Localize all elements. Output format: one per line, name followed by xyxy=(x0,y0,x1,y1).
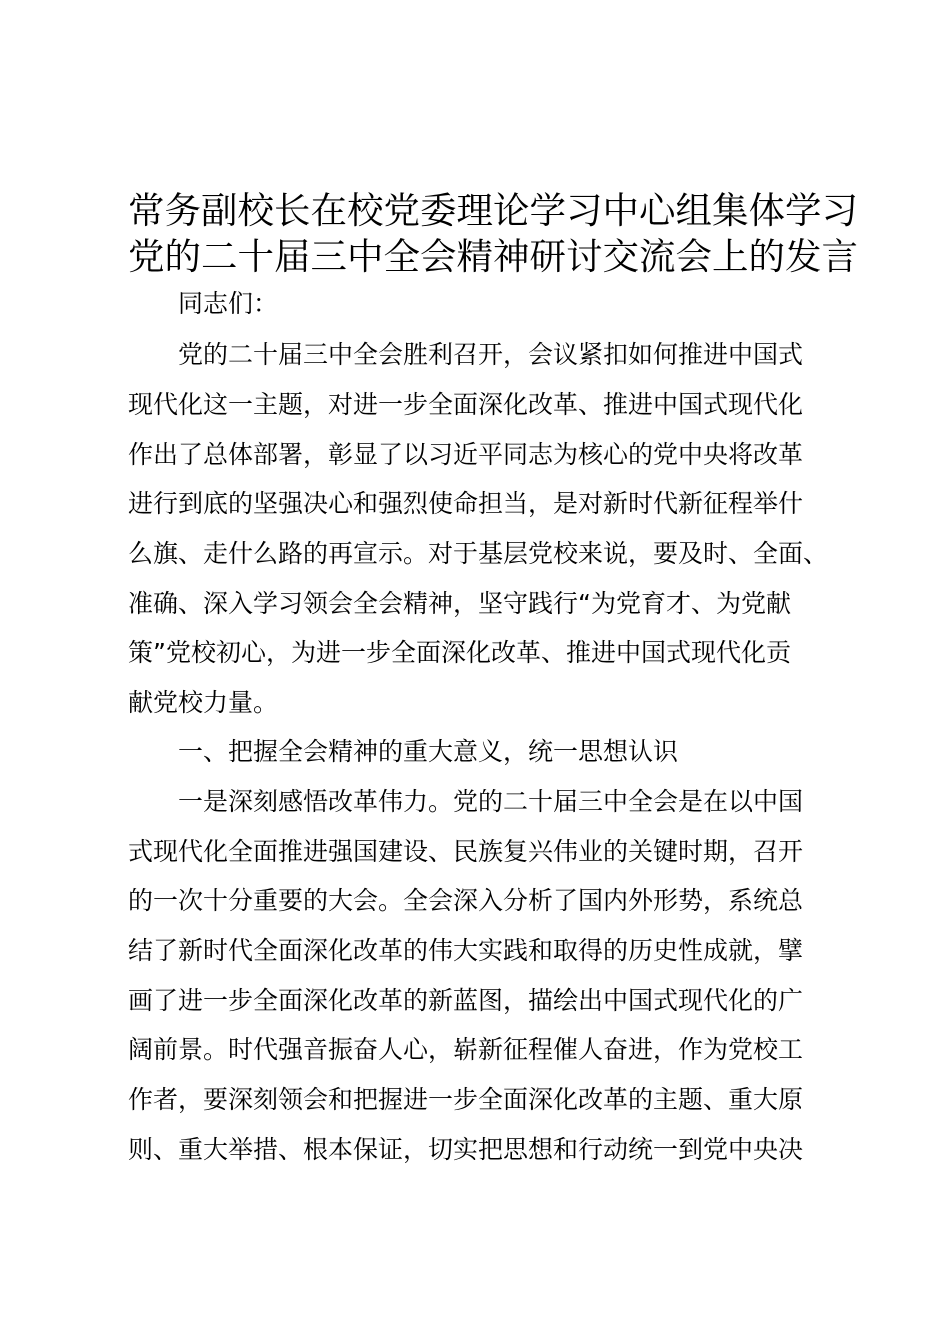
document-title-line-2: 党的二十届三中全会精神研讨交流会上的发言 xyxy=(128,235,858,278)
paragraph-line: 党的二十届三中全会胜利召开，会议紧扣如何推进中国式 xyxy=(178,340,804,369)
paragraph-line: 的一次十分重要的大会。全会深入分析了国内外形势，系统总 xyxy=(128,886,804,915)
paragraph-line: 结了新时代全面深化改革的伟大实践和取得的历史性成就，擘 xyxy=(128,936,804,965)
paragraph-line: 画了进一步全面深化改革的新蓝图，描绘出中国式现代化的广 xyxy=(128,986,804,1015)
paragraph-line: 阔前景。时代强音振奋人心，崭新征程催人奋进，作为党校工 xyxy=(128,1035,804,1064)
paragraph-line: 进行到底的坚强决心和强烈使命担当，是对新时代新征程举什 xyxy=(128,489,804,518)
paragraph-line: 么旗、走什么路的再宣示。对于基层党校来说，要及时、全面、 xyxy=(128,539,829,568)
document-title-line-1: 常务副校长在校党委理论学习中心组集体学习 xyxy=(128,189,858,232)
paragraph-line: 献党校力量。 xyxy=(128,688,279,717)
paragraph-line: 式现代化全面推进强国建设、民族复兴伟业的关键时期，召开 xyxy=(128,837,804,866)
paragraph-line: 现代化这一主题，对进一步全面深化改革、推进中国式现代化 xyxy=(128,390,804,419)
paragraph-line: 则、重大举措、根本保证，切实把思想和行动统一到党中央决 xyxy=(128,1135,804,1164)
paragraph-line: 一是深刻感悟改革伟力。党的二十届三中全会是在以中国 xyxy=(178,787,804,816)
paragraph-line: 准确、深入学习领会全会精神，坚守践行“为党育才、为党献 xyxy=(128,589,791,618)
paragraph-line: 策”党校初心，为进一步全面深化改革、推进中国式现代化贡 xyxy=(128,638,791,667)
paragraph-line: 作者，要深刻领会和把握进一步全面深化改革的主题、重大原 xyxy=(128,1085,804,1114)
paragraph-line: 作出了总体部署，彰显了以习近平同志为核心的党中央将改革 xyxy=(128,440,804,469)
section-heading-1: 一、把握全会精神的重大意义，统一思想认识 xyxy=(178,737,679,766)
salutation: 同志们： xyxy=(178,289,279,318)
